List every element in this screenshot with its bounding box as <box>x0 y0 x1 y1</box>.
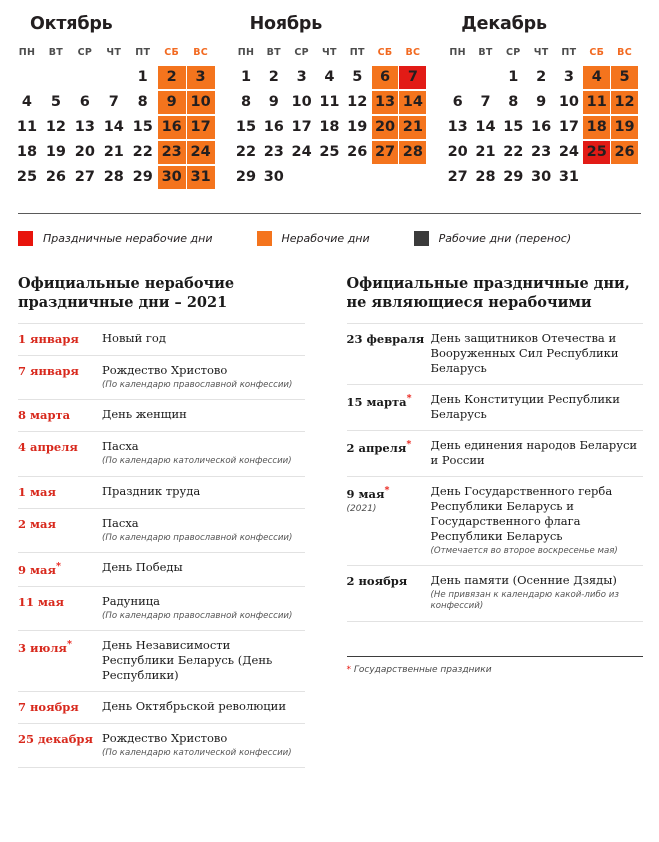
day-cell[interactable]: 20 <box>447 144 468 160</box>
weekday-ВТ: ВТ <box>478 46 493 58</box>
day-cell[interactable]: 18 <box>319 119 340 135</box>
day-cell[interactable]: 8 <box>137 94 148 110</box>
holiday-row <box>18 477 305 509</box>
holiday-name: Праздник труда <box>102 483 201 498</box>
holiday-body <box>102 484 305 499</box>
month-ноябрь <box>224 14 436 191</box>
month-title: Декабрь <box>461 14 547 34</box>
holiday-date-text: 2 мая <box>18 516 56 531</box>
weekday-header-row <box>233 45 427 64</box>
weekday-СР: СР <box>77 46 93 58</box>
day-cell[interactable]: 29 <box>503 169 524 185</box>
week-row <box>444 91 638 114</box>
holiday-date-text: 2 апреля <box>346 440 407 455</box>
holiday-name: День памяти (Осенние Дзяды) <box>430 572 617 587</box>
holiday-date <box>18 516 102 532</box>
weekday-ВТ: ВТ <box>266 46 281 58</box>
day-cell[interactable]: 3 <box>187 66 215 89</box>
month-grid <box>443 43 639 191</box>
holiday-date <box>18 331 102 347</box>
day-cell[interactable]: 11 <box>16 119 38 135</box>
legend-label: Нерабочие дни <box>281 232 370 245</box>
day-cell[interactable]: 30 <box>263 169 284 185</box>
weekday-ПН: ПН <box>237 46 255 58</box>
state-holiday-star-icon: * <box>66 638 72 650</box>
holiday-name: День защитников Отечества и Вооруженных Сил Республики Беларусь <box>430 331 619 376</box>
holiday-date <box>347 438 431 456</box>
day-cell[interactable]: 22 <box>503 144 524 160</box>
day-cell[interactable]: 2 <box>536 69 547 85</box>
holiday-name: День Октябрьской революции <box>102 698 286 713</box>
holiday-date <box>18 699 102 715</box>
day-cell[interactable]: 26 <box>611 141 638 164</box>
day-cell[interactable]: 15 <box>235 119 257 135</box>
weekday-ВС: ВС <box>617 46 632 58</box>
holiday-row <box>18 724 305 768</box>
holiday-subyear: (2021) <box>346 503 377 514</box>
day-cell[interactable]: 25 <box>16 169 38 185</box>
holiday-row <box>18 553 305 587</box>
day-cell[interactable]: 1 <box>240 69 252 85</box>
holiday-date <box>18 560 102 578</box>
holiday-date-text: 25 декабря <box>18 731 93 746</box>
holiday-date <box>18 638 102 656</box>
holiday-note: (По календарю православной конфессии) <box>102 532 293 543</box>
day-cell[interactable]: 19 <box>347 119 368 135</box>
non-working-holidays-column <box>18 274 331 768</box>
month-grid <box>12 43 216 191</box>
holiday-body <box>102 439 305 467</box>
day-cell[interactable]: 28 <box>399 141 426 164</box>
legend-item <box>18 231 213 246</box>
weekday-ЧТ: ЧТ <box>533 46 549 58</box>
week-row <box>13 141 215 164</box>
day-cell[interactable]: 19 <box>45 144 66 160</box>
day-cell-empty <box>344 166 371 189</box>
weekday-ПТ: ПТ <box>349 46 365 58</box>
holiday-row <box>18 323 305 356</box>
day-cell[interactable]: 18 <box>16 144 38 160</box>
holiday-date-text: 9 мая <box>18 562 56 577</box>
legend-item <box>257 231 370 246</box>
day-cell[interactable]: 27 <box>447 169 468 185</box>
day-cell[interactable]: 21 <box>103 144 124 160</box>
holiday-body <box>102 331 305 346</box>
day-cell[interactable]: 17 <box>558 119 580 135</box>
week-row <box>13 166 215 189</box>
day-cell[interactable]: 22 <box>132 144 153 160</box>
weekday-ПТ: ПТ <box>135 46 151 58</box>
day-cell[interactable]: 17 <box>187 116 215 139</box>
holiday-body <box>431 392 644 422</box>
weekday-ПН: ПН <box>18 46 36 58</box>
holiday-date-text: 9 мая <box>346 486 385 501</box>
holiday-body <box>431 573 644 613</box>
day-cell[interactable]: 10 <box>291 94 312 110</box>
holiday-date-text: 1 мая <box>18 484 56 499</box>
weekday-ПТ: ПТ <box>561 46 577 58</box>
day-cell[interactable]: 25 <box>319 144 340 160</box>
month-grid <box>232 43 428 191</box>
day-cell[interactable]: 30 <box>158 166 186 189</box>
weekday-ВС: ВС <box>193 46 209 58</box>
legend-item <box>414 231 572 246</box>
day-cell-empty <box>372 166 399 189</box>
day-cell-empty <box>13 66 41 89</box>
day-cell[interactable]: 29 <box>235 169 257 185</box>
day-cell[interactable]: 31 <box>558 169 580 185</box>
day-cell[interactable]: 31 <box>187 166 215 189</box>
legend-swatch-icon <box>257 231 272 246</box>
holiday-body <box>102 407 305 422</box>
day-cell[interactable]: 23 <box>531 144 552 160</box>
day-cell[interactable]: 4 <box>21 94 33 110</box>
week-row <box>444 166 638 189</box>
day-cell[interactable]: 8 <box>508 94 519 110</box>
holiday-note: (По календарю католической конфессии) <box>102 456 292 467</box>
day-cell[interactable]: 3 <box>296 69 307 85</box>
holiday-note: (По календарю католической конфессии) <box>102 747 292 758</box>
holiday-note: (По календарю православной конфессии) <box>102 610 293 621</box>
day-cell[interactable]: 4 <box>324 69 335 85</box>
day-cell-empty <box>100 66 128 89</box>
day-cell-empty <box>611 166 638 189</box>
holiday-name: Радуница <box>102 593 161 608</box>
week-row <box>13 91 215 114</box>
week-row <box>233 166 427 189</box>
holiday-name: День Независимости Республики Беларусь (День Республики) <box>102 637 273 682</box>
day-cell[interactable]: 24 <box>558 144 580 160</box>
holiday-name: Рождество Христово <box>102 730 228 745</box>
day-cell[interactable]: 29 <box>132 169 153 185</box>
holiday-columns <box>0 274 659 768</box>
holiday-row <box>18 509 305 553</box>
holiday-name: Пасха <box>102 515 139 530</box>
legend-label: Рабочие дни (перенос) <box>438 232 572 245</box>
day-cell[interactable]: 24 <box>291 144 312 160</box>
weekday-СБ: СБ <box>377 46 393 58</box>
day-cell[interactable]: 21 <box>475 144 496 160</box>
holiday-row <box>18 692 305 724</box>
footnote <box>347 665 644 675</box>
day-cell[interactable]: 26 <box>347 144 368 160</box>
day-cell-empty <box>288 166 315 189</box>
holiday-row <box>347 477 644 566</box>
month-октябрь <box>12 14 224 191</box>
holiday-body <box>431 438 644 468</box>
legend-swatch-icon <box>18 231 33 246</box>
day-cell[interactable]: 18 <box>583 116 610 139</box>
holiday-name: День Победы <box>102 559 183 574</box>
holiday-date-text: 11 мая <box>18 594 64 609</box>
week-row <box>444 141 638 164</box>
day-cell[interactable]: 13 <box>74 119 95 135</box>
holiday-name: День Конституции Республики Беларусь <box>430 392 620 421</box>
day-cell[interactable]: 7 <box>108 94 119 110</box>
day-cell-empty <box>42 66 70 89</box>
day-cell[interactable]: 13 <box>372 91 399 114</box>
day-cell[interactable]: 9 <box>268 94 279 110</box>
day-cell[interactable]: 25 <box>583 141 610 164</box>
state-holiday-star-icon: * <box>384 484 390 496</box>
holiday-date-text: 2 ноября <box>346 573 408 588</box>
day-cell[interactable]: 23 <box>263 144 284 160</box>
day-cell[interactable]: 3 <box>563 69 574 85</box>
day-cell[interactable]: 7 <box>399 66 426 89</box>
day-cell-empty <box>316 166 343 189</box>
day-cell[interactable]: 30 <box>531 169 552 185</box>
week-row <box>233 66 427 89</box>
holiday-date <box>18 731 102 747</box>
day-cell[interactable]: 22 <box>235 144 257 160</box>
holiday-date-text: 7 января <box>18 364 79 379</box>
day-cell[interactable]: 10 <box>187 91 215 114</box>
legend-section <box>18 213 641 246</box>
holiday-date <box>18 484 102 500</box>
day-cell[interactable]: 7 <box>480 94 491 110</box>
week-row <box>444 116 638 139</box>
day-cell[interactable]: 23 <box>158 141 186 164</box>
month-title: Октябрь <box>30 14 113 34</box>
state-holiday-star-icon: * <box>55 560 61 572</box>
holiday-date-text: 15 марта <box>346 394 407 409</box>
day-cell[interactable]: 1 <box>137 69 148 85</box>
weekday-header-row <box>444 45 638 64</box>
holiday-note: (Отмечается во второе воскресенье мая) <box>430 545 618 556</box>
holiday-body <box>102 731 305 759</box>
weekday-ЧТ: ЧТ <box>322 46 337 58</box>
day-cell[interactable]: 28 <box>103 169 124 185</box>
holiday-date <box>347 392 431 410</box>
holiday-date-text: 7 ноября <box>18 699 79 714</box>
holiday-row <box>18 432 305 476</box>
week-row <box>233 141 427 164</box>
day-cell[interactable]: 6 <box>372 66 399 89</box>
holiday-note: (Не привязан к календарю какой-либо из конфессий) <box>430 589 619 612</box>
state-holiday-star-icon: * <box>406 438 412 450</box>
day-cell[interactable]: 16 <box>263 119 284 135</box>
weekday-ПН: ПН <box>449 46 466 58</box>
day-cell[interactable]: 21 <box>399 116 426 139</box>
footnote-text: Государственные праздники <box>353 664 492 675</box>
holiday-body <box>102 363 305 391</box>
day-cell[interactable]: 24 <box>187 141 215 164</box>
day-cell[interactable]: 5 <box>611 66 638 89</box>
day-cell[interactable]: 19 <box>611 116 638 139</box>
week-row <box>13 116 215 139</box>
working-holidays-column <box>331 274 644 768</box>
day-cell[interactable]: 12 <box>45 119 66 135</box>
day-cell-empty <box>399 166 426 189</box>
day-cell[interactable]: 9 <box>536 94 547 110</box>
holiday-date <box>18 407 102 423</box>
holiday-body <box>431 484 644 557</box>
footnote-star-icon: * <box>346 664 351 675</box>
day-cell[interactable]: 14 <box>399 91 426 114</box>
month-title: Ноябрь <box>249 14 323 34</box>
holiday-name: Рождество Христово <box>102 363 228 378</box>
weekday-СР: СР <box>506 46 521 58</box>
holiday-date <box>18 363 102 379</box>
holiday-name: Новый год <box>102 331 166 346</box>
day-cell[interactable]: 1 <box>508 69 519 85</box>
holiday-body <box>102 699 305 714</box>
right-holiday-list <box>347 323 644 621</box>
state-holiday-star-icon: * <box>406 393 412 405</box>
day-cell[interactable]: 12 <box>611 91 638 114</box>
holiday-body <box>102 638 305 683</box>
week-row <box>444 66 638 89</box>
holiday-date-text: 3 июля <box>18 640 67 655</box>
day-cell[interactable]: 9 <box>158 91 186 114</box>
day-cell[interactable]: 10 <box>558 94 580 110</box>
holiday-date <box>347 331 431 347</box>
holiday-row <box>347 431 644 477</box>
day-cell-empty <box>444 66 471 89</box>
day-cell[interactable]: 15 <box>132 119 153 135</box>
holiday-body <box>102 594 305 622</box>
day-cell[interactable]: 6 <box>79 94 90 110</box>
week-row <box>233 91 427 114</box>
weekday-ЧТ: ЧТ <box>106 46 122 58</box>
day-cell[interactable]: 5 <box>50 94 61 110</box>
holiday-row <box>347 566 644 622</box>
holiday-date <box>347 573 431 589</box>
day-cell[interactable]: 15 <box>503 119 524 135</box>
holiday-date <box>347 484 431 515</box>
holiday-date-text: 8 марта <box>18 408 71 423</box>
day-cell[interactable]: 26 <box>45 169 66 185</box>
left-holiday-list <box>18 323 305 768</box>
weekday-СБ: СБ <box>164 46 180 58</box>
holiday-row <box>18 587 305 631</box>
holiday-row <box>18 631 305 692</box>
day-cell[interactable]: 28 <box>475 169 496 185</box>
holiday-name: Пасха <box>102 439 139 454</box>
day-cell[interactable]: 14 <box>475 119 496 135</box>
holiday-name: День женщин <box>102 407 187 422</box>
months-strip <box>0 0 659 191</box>
legend-label: Праздничные нерабочие дни <box>43 232 213 245</box>
day-cell[interactable]: 12 <box>347 94 368 110</box>
day-cell[interactable]: 11 <box>583 91 610 114</box>
day-cell[interactable]: 5 <box>352 69 363 85</box>
day-cell[interactable]: 20 <box>74 144 95 160</box>
day-cell[interactable]: 17 <box>291 119 312 135</box>
right-column-title: Официальные праздничные дни, не являющиеся нерабочими <box>346 275 630 312</box>
day-cell-empty <box>583 166 610 189</box>
day-cell[interactable]: 2 <box>268 69 279 85</box>
holiday-row <box>18 400 305 432</box>
week-row <box>233 116 427 139</box>
day-cell[interactable]: 20 <box>372 116 399 139</box>
day-cell[interactable]: 2 <box>158 66 186 89</box>
day-cell[interactable]: 4 <box>583 66 610 89</box>
day-cell[interactable]: 6 <box>452 94 463 110</box>
day-cell-empty <box>472 66 499 89</box>
holiday-name: День Государственного герба Республики Беларусь и Государственного флага Республики Беларусь <box>430 483 613 543</box>
holiday-body <box>102 516 305 544</box>
holiday-date <box>18 439 102 455</box>
weekday-СБ: СБ <box>589 46 605 58</box>
weekday-ВС: ВС <box>405 46 421 58</box>
left-column-title: Официальные нерабочие праздничные дни – 2021 <box>18 275 235 312</box>
holiday-note: (По календарю православной конфессии) <box>102 380 293 391</box>
day-cell[interactable]: 16 <box>531 119 552 135</box>
day-cell[interactable]: 11 <box>319 94 340 110</box>
holiday-date-text: 1 января <box>18 332 79 347</box>
day-cell[interactable]: 27 <box>372 141 399 164</box>
day-cell[interactable]: 27 <box>74 169 95 185</box>
legend-swatch-icon <box>414 231 429 246</box>
holiday-body <box>102 560 305 575</box>
holiday-date <box>18 594 102 610</box>
day-cell[interactable]: 16 <box>158 116 186 139</box>
day-cell[interactable]: 8 <box>240 94 252 110</box>
holiday-row <box>347 323 644 385</box>
legend <box>18 231 641 246</box>
footnote-section <box>347 656 644 675</box>
weekday-header-row <box>13 45 215 64</box>
holiday-name: День единения народов Беларуси и России <box>430 437 638 467</box>
weekday-ВТ: ВТ <box>48 46 64 58</box>
holiday-date-text: 4 апреля <box>18 440 78 455</box>
holiday-row <box>18 356 305 400</box>
day-cell[interactable]: 13 <box>447 119 468 135</box>
month-декабрь <box>435 14 647 191</box>
week-row <box>13 66 215 89</box>
holiday-date-text: 23 февраля <box>346 332 425 347</box>
holiday-body <box>431 331 644 376</box>
holiday-row <box>347 385 644 431</box>
day-cell[interactable]: 14 <box>103 119 124 135</box>
day-cell-empty <box>71 66 99 89</box>
weekday-СР: СР <box>294 46 309 58</box>
